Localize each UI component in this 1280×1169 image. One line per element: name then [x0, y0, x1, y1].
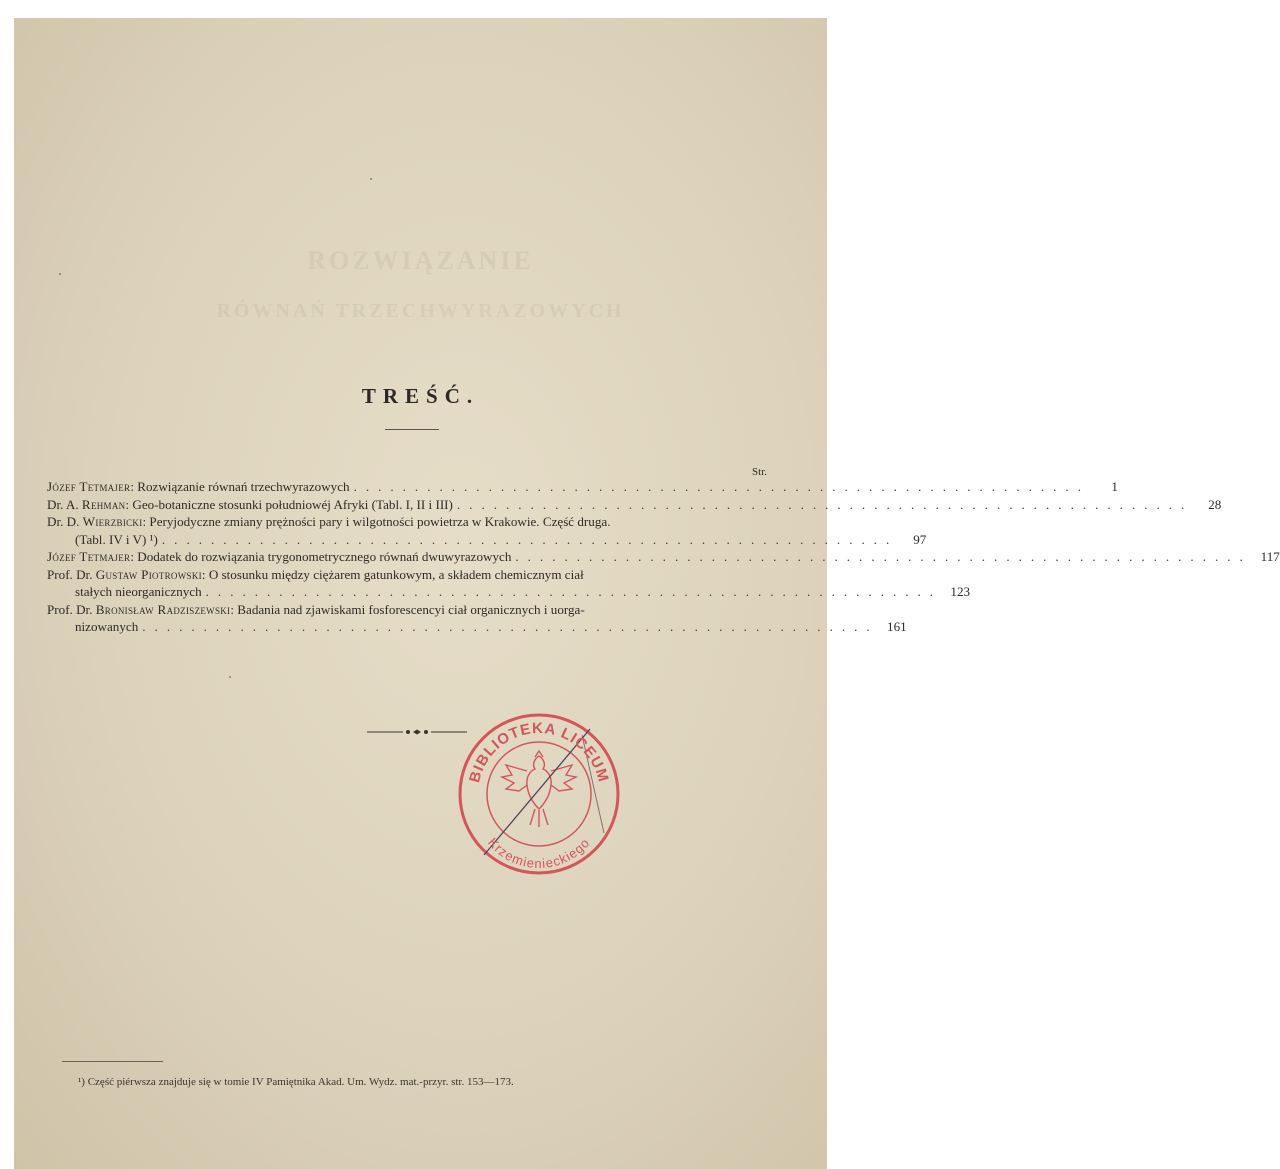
toc-line [47, 619, 907, 637]
footnote: ¹) Część piérwsza znajduje się w tomie IV Pamiętnika Akad. Um. Wydz. mat.-przyr. str. 153—173. [78, 1076, 514, 1088]
dot-leader: ............................................................ [142, 619, 879, 634]
dot-leader: ............................................................ [515, 549, 1252, 564]
scanned-page [14, 18, 1280, 1169]
entry-text: : O stosunku między ciężarem gatunkowym, a składem chemicznym ciał [201, 566, 584, 582]
toc-entry-title [75, 584, 202, 600]
page-number: 123 [950, 584, 971, 599]
toc-entry-title [47, 602, 585, 618]
author-name: Gustaw Piotrowski [95, 566, 202, 582]
entry-text: : Badania nad zjawiskami fosforescencyi ciał organicznych i uorga- [230, 601, 585, 617]
library-stamp [456, 711, 622, 877]
toc-line [47, 567, 767, 585]
page-title: TREŚĆ. [361, 384, 480, 408]
entry-text: nizowanych [75, 619, 139, 634]
toc-line [47, 514, 767, 532]
toc-entry-title [75, 619, 138, 635]
toc-line [47, 479, 1118, 497]
footnote-rule [62, 1061, 163, 1062]
dot-leader: ............................................................ [161, 531, 899, 547]
entry-text: : Rozwiązanie równań trzechwyrazowych [130, 479, 350, 494]
show-through-text: ROZWIĄZANIE [307, 246, 534, 275]
author-name: Rehman [81, 496, 126, 512]
author-prefix: Prof. Dr. [47, 566, 96, 582]
show-through-text: RÓWNAŃ TRZECHWYRAZOWYCH [216, 300, 625, 322]
author-name: Józef Tetmajer [47, 479, 131, 494]
toc-entry-title [47, 514, 610, 530]
author-prefix: Prof. Dr. [47, 601, 96, 617]
author-name: Bronisław Radziszewski [95, 601, 231, 617]
page-column-label: Str. [752, 466, 767, 478]
author-prefix: Dr. D. [47, 514, 83, 529]
toc-line [47, 496, 1222, 515]
toc-entries [47, 479, 1280, 637]
stamp-bottom-text: Krzemienieckiego [485, 834, 593, 872]
table-of-contents [47, 466, 1280, 637]
author-name: Wierzbicki [82, 514, 143, 529]
entry-text: stałych nieorganicznych [75, 584, 202, 599]
entry-text: : Peryjodyczne zmiany prężności pary i wilgotności powietrza w Krakowie. Część druga. [142, 514, 611, 529]
toc-entry-title [47, 567, 584, 583]
toc-line [47, 602, 767, 620]
ornament-divider [367, 727, 467, 737]
paper-speck [229, 676, 231, 678]
toc-line [47, 584, 971, 602]
toc-line [47, 549, 1280, 567]
title-rule [385, 429, 439, 430]
page-number: 28 [1208, 496, 1222, 512]
toc-entry-title [47, 497, 453, 513]
paper-speck [370, 178, 372, 180]
dot-leader: ............................................................ [353, 479, 1090, 494]
svg-text:Krzemienieckiego [485, 835, 593, 871]
toc-entry-title [47, 479, 350, 495]
author-name: Józef Tetmajer [47, 549, 131, 564]
entry-text: : Geo-botaniczne stosunki południowéj Afryki (Tabl. I, II i III) [125, 496, 453, 512]
page-number: 1 [1111, 479, 1118, 494]
author-prefix: Dr. A. [47, 496, 82, 512]
entry-text: (Tabl. IV i V) ¹) [75, 531, 158, 547]
paper-speck [59, 273, 61, 275]
page-number: 97 [913, 531, 927, 547]
dot-leader: ............................................................ [205, 584, 943, 599]
dot-leader: ............................................................ [456, 496, 1194, 512]
toc-entry-title [47, 549, 511, 565]
page-number: 117 [1260, 549, 1280, 564]
page-number: 161 [887, 619, 907, 634]
toc-line [47, 531, 927, 550]
stamp-top-text: BIBLIOTEKA LICEUM [466, 719, 612, 785]
toc-entry-title [75, 532, 158, 548]
entry-text: : Dodatek do rozwiązania trygonometrycznego równań dwuwyrazowych [130, 549, 512, 564]
